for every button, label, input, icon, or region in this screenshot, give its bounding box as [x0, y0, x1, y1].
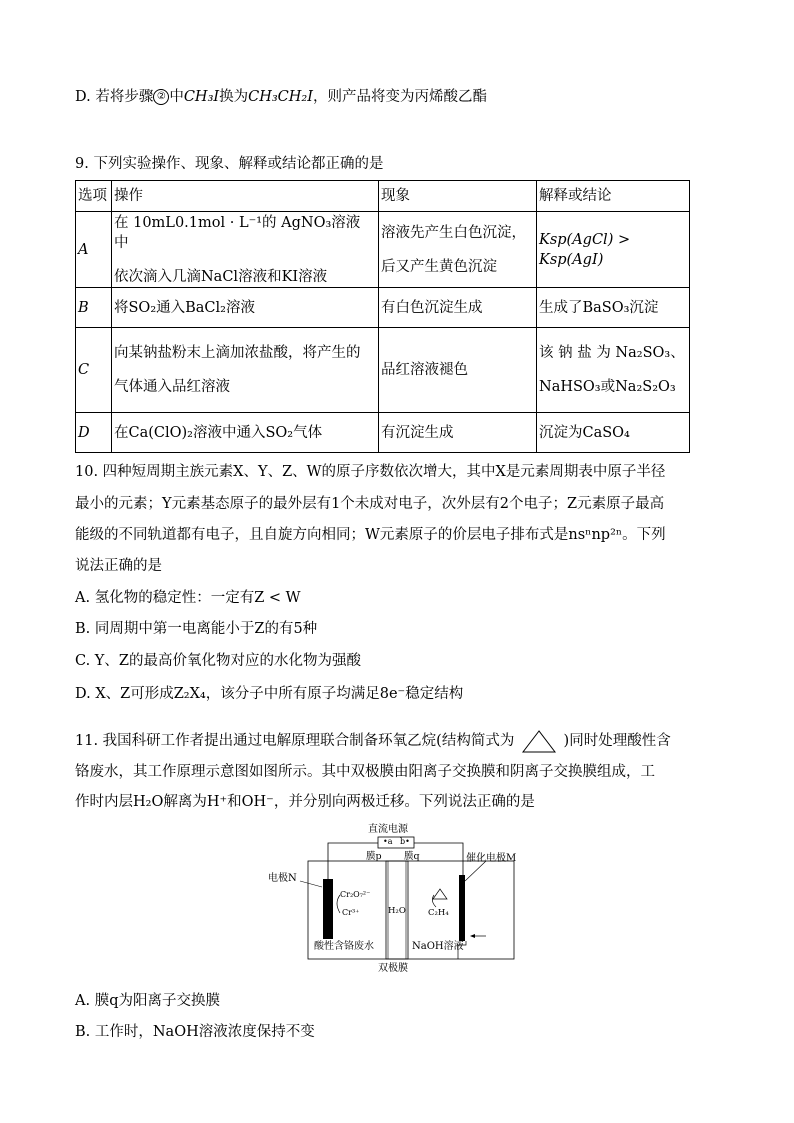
- phenomenon-cell: 有白色沉淀生成: [379, 288, 537, 328]
- conclusion-cell: Ksp(AgCl) > Ksp(AgI): [537, 212, 690, 288]
- option-label: A: [76, 212, 112, 288]
- electrode-m-label: 催化电极M: [466, 853, 517, 864]
- electrode-n-label: 电极N: [268, 873, 297, 884]
- bipolar-membrane-label: 双极膜: [378, 963, 408, 974]
- table-row: [76, 212, 690, 288]
- conclusion-cell: 沉淀为CaSO₄: [537, 413, 690, 453]
- terminal-b: b•: [400, 837, 410, 846]
- table-header: 选项: [76, 181, 112, 212]
- q8-option-d: D. 若将步骤 ② 中CH₃I换为CH₃CH₂I，则产品将变为丙烯酸乙酯: [75, 89, 487, 105]
- table-row: [76, 288, 690, 328]
- q10-stem-line: 能级的不同轨道都有电子，且自旋方向相同；W元素原子的价层电子排布式是nsⁿnp²ⁿ。下列: [75, 527, 666, 543]
- table-header: 现象: [379, 181, 537, 212]
- q10-stem-line: 10. 四种短周期主族元素X、Y、Z、W的原子序数依次增大，其中X是元素周期表中原子半径: [75, 464, 666, 480]
- q10-option-a: A. 氢化物的稳定性：一定有Z < W: [75, 590, 301, 606]
- right-chamber-label: NaOH溶液: [412, 941, 464, 952]
- table-header-row: [76, 181, 690, 212]
- option-label: B: [76, 288, 112, 328]
- q10-option-b: B. 同周期中第一电离能小于Z的有5种: [75, 621, 318, 637]
- q9-stem: 9. 下列实验操作、现象、解释或结论都正确的是: [75, 156, 384, 172]
- table-row: [76, 413, 690, 453]
- q11-stem-line1: 11. 我国科研工作者提出通过电解原理联合制备环氧乙烷(结构简式为 )同时处理酸性含: [75, 728, 671, 754]
- q11-stem-line2: 铬废水，其工作原理示意图如图所示。其中双极膜由阳离子交换膜和阴离子交换膜组成，工: [75, 764, 655, 780]
- conclusion-cell: 生成了BaSO₃沉淀: [537, 288, 690, 328]
- q11-option-a: A. 膜q为阳离子交换膜: [75, 993, 220, 1009]
- ethylene-oxide-structure-icon: [519, 728, 559, 754]
- q10-stem-line: 说法正确的是: [75, 558, 162, 574]
- phenomenon-cell: 品红溶液褪色: [379, 328, 537, 413]
- operation-cell: 向某钠盐粉末上滴加浓盐酸，将产生的 气体通入品红溶液: [112, 328, 379, 413]
- q9-table: [75, 180, 690, 453]
- table-row: [76, 328, 690, 413]
- q10-stem-line: 最小的元素；Y元素基态原子的最外层有1个未成对电子，次外层有2个电子；Z元素原子最高: [75, 496, 665, 512]
- electrolysis-diagram: [260, 823, 520, 975]
- operation-cell: 在 10mL0.1mol · L⁻¹的 AgNO₃溶液 中 依次滴入几滴NaCl溶液和KI溶液: [112, 212, 379, 288]
- phenomenon-cell: 溶液先产生白色沉淀， 后又产生黄色沉淀: [379, 212, 537, 288]
- terminal-a: •a: [383, 837, 393, 846]
- q10-option-d: D. X、Z可形成Z₂X₄，该分子中所有原子均满足8e⁻稳定结构: [75, 686, 464, 702]
- q10-option-c: C. Y、Z的最高价氧化物对应的水化物为强酸: [75, 653, 361, 669]
- q11-stem-line3: 作时内层H₂O解离为H⁺和OH⁻，并分别向两极迁移。下列说法正确的是: [75, 794, 535, 810]
- operation-cell: 将SO₂通入BaCl₂溶液: [112, 288, 379, 328]
- option-label: C: [76, 328, 112, 413]
- chromium-ion-label: Cr³⁺: [342, 908, 360, 917]
- left-chamber-label: 酸性含铬废水: [314, 941, 374, 952]
- table-header: 操作: [112, 181, 379, 212]
- operation-cell: 在Ca(ClO)₂溶液中通入SO₂气体: [112, 413, 379, 453]
- ethylene-label: C₂H₄: [428, 908, 449, 918]
- table-header: 解释或结论: [537, 181, 690, 212]
- q11-option-b: B. 工作时，NaOH溶液浓度保持不变: [75, 1024, 315, 1040]
- phenomenon-cell: 有沉淀生成: [379, 413, 537, 453]
- membrane-p-label: 膜p: [366, 851, 382, 862]
- dichromate-label: Cr₂O₇²⁻: [340, 890, 371, 899]
- conclusion-cell: 该 钠 盐 为 Na₂SO₃、 NaHSO₃或Na₂S₂O₃: [537, 328, 690, 413]
- membrane-q-label: 膜q: [404, 851, 420, 862]
- power-supply-label: 直流电源: [368, 824, 408, 835]
- option-label: D: [76, 413, 112, 453]
- water-label: H₂O: [388, 906, 406, 916]
